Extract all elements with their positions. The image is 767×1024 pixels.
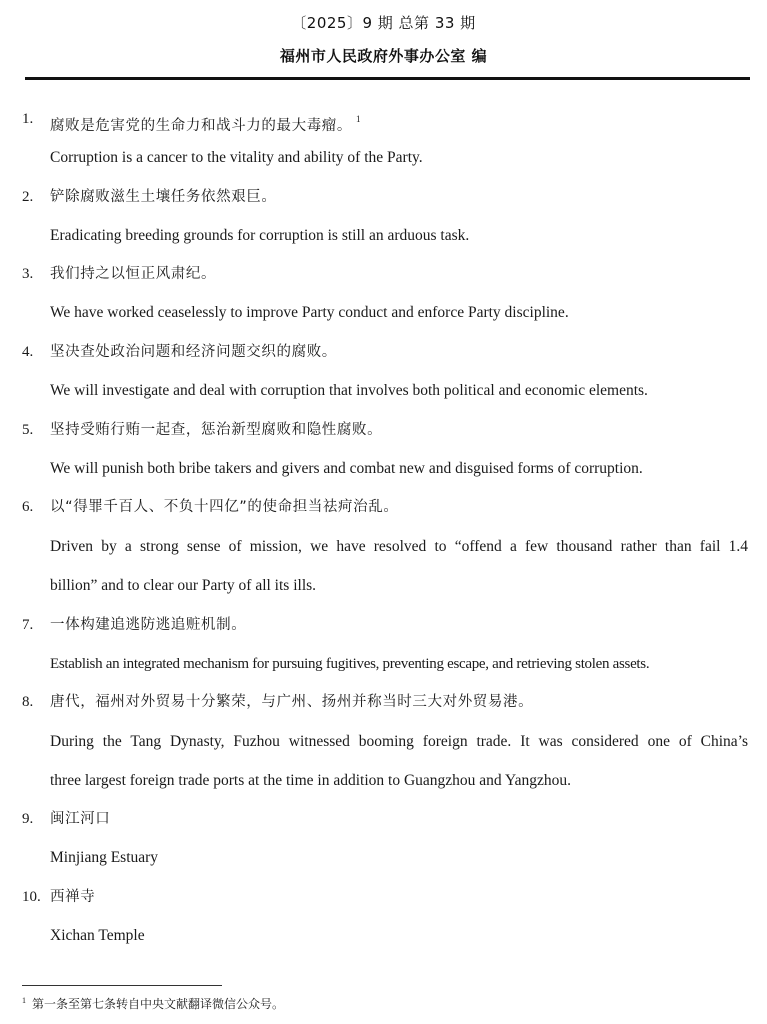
item-chinese: 铲除腐败滋生土壤任务依然艰巨。	[50, 189, 277, 205]
footnote-text: 第一条至第七条转自中央文献翻译微信公众号。	[32, 997, 285, 1011]
item-english: Minjiang Estuary	[50, 849, 159, 866]
item-english: Establish an integrated mechanism for pursuing fugitives, preventing escape, and retrieving stolen assets.	[50, 656, 650, 672]
item-english-line: Driven by a strong sense of mission, we have resolved to “offend a few thousand rather than fail 1.4	[50, 538, 748, 555]
header-divider	[25, 77, 750, 80]
item-english-line: billion” and to clear our Party of all its ills.	[50, 577, 317, 594]
item-english: Xichan Temple	[50, 927, 145, 944]
item-number: 6.	[22, 499, 34, 515]
item-chinese: 西禅寺	[50, 889, 96, 905]
item-chinese: 我们持之以恒正风肃纪。	[50, 266, 217, 282]
item-chinese-text: 腐败是危害党的生命力和战斗力的最大毒瘤。	[50, 118, 352, 134]
item-chinese: 一体构建追逃防逃追赃机制。	[50, 617, 247, 633]
item-number: 4.	[22, 344, 34, 360]
issue-number: 〔2025〕9 期 总第 33 期	[291, 14, 476, 32]
footnote-reference[interactable]: 1	[356, 114, 362, 124]
item-number: 5.	[22, 422, 34, 438]
item-chinese: 闽江河口	[50, 811, 111, 827]
item-english: We will punish both bribe takers and givers and combat new and disguised forms of corruption.	[50, 460, 643, 477]
item-number: 2.	[22, 189, 34, 205]
footnote-divider	[22, 985, 222, 986]
footnote-marker: 1	[22, 996, 26, 1005]
item-english: Corruption is a cancer to the vitality and ability of the Party.	[50, 149, 423, 166]
item-english: We have worked ceaselessly to improve Party conduct and enforce Party discipline.	[50, 304, 569, 321]
item-chinese: 以“得罪千百人、不负十四亿”的使命担当祛疴治乱。	[50, 499, 399, 515]
item-number: 1.	[22, 111, 34, 127]
item-number: 7.	[22, 617, 34, 633]
item-chinese: 唐代，福州对外贸易十分繁荣，与广州、扬州并称当时三大对外贸易港。	[50, 694, 534, 710]
item-english: Eradicating breeding grounds for corruption is still an arduous task.	[50, 227, 470, 244]
item-chinese	[50, 109, 361, 136]
item-number: 8.	[22, 694, 34, 710]
item-english-line: three largest foreign trade ports at the time in addition to Guangzhou and Yangzhou.	[50, 772, 571, 789]
item-number: 3.	[22, 266, 34, 282]
item-chinese: 坚决查处政治问题和经济问题交织的腐败。	[50, 344, 337, 360]
item-english: We will investigate and deal with corruption that involves both political and economic elements.	[50, 382, 648, 399]
item-number: 10.	[22, 889, 41, 905]
item-number: 9.	[22, 811, 34, 827]
footnote	[22, 993, 284, 1012]
item-chinese: 坚持受贿行贿一起查，惩治新型腐败和隐性腐败。	[50, 422, 383, 438]
publisher-line: 福州市人民政府外事办公室 编	[279, 47, 488, 65]
item-english-line: During the Tang Dynasty, Fuzhou witnessed booming foreign trade. It was considered one of China’s	[50, 733, 748, 750]
